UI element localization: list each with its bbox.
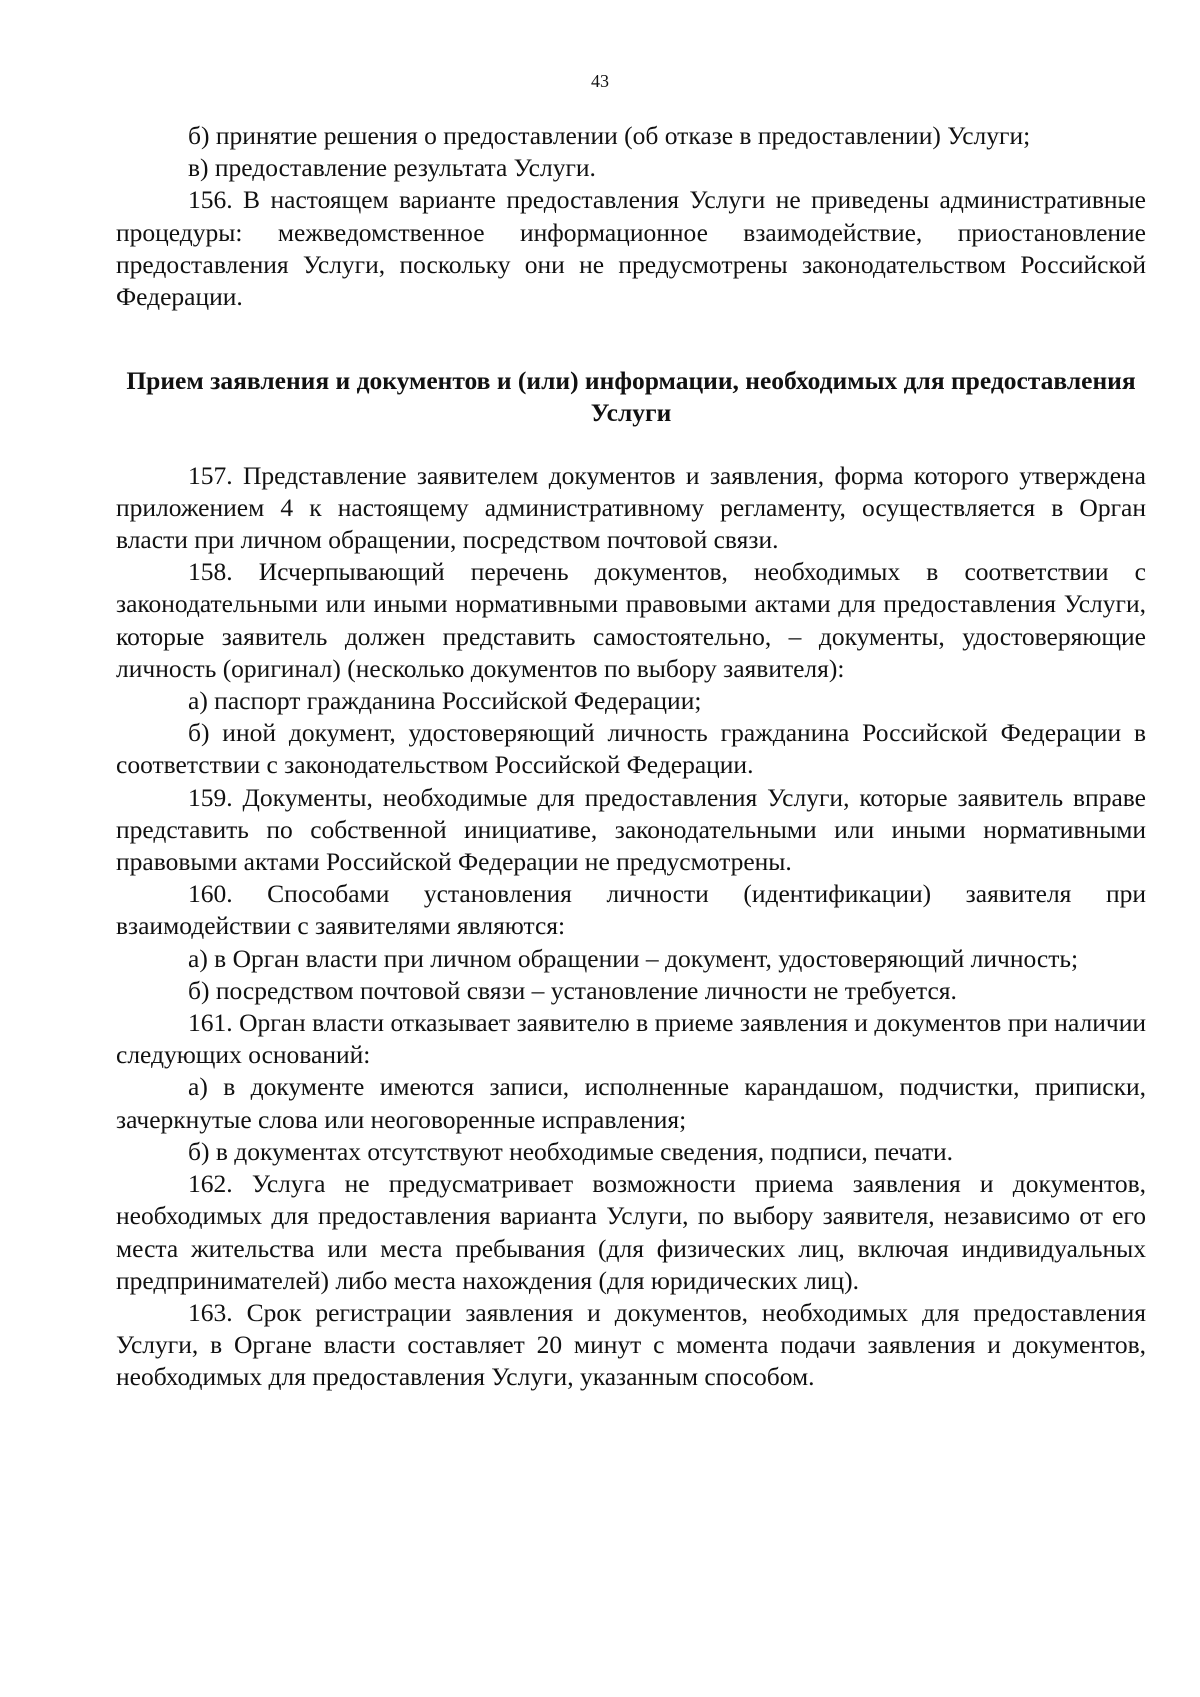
paragraph-162: 162. Услуга не предусматривает возможности приема заявления и документов, необходимых для предоставления варианта Услуги, по выбору заявителя, независимо от его места жительства или места пребывания (для физических лиц, включая индивидуальных предпринимателей) либо места нахождения (для юридических лиц). <box>116 1169 1146 1295</box>
paragraph-161-b: б) в документах отсутствуют необходимые сведения, подписи, печати. <box>188 1136 954 1166</box>
paragraph-b-decision: б) принятие решения о предоставлении (об отказе в предоставлении) Услуги; <box>188 121 1031 150</box>
paragraph-163: 163. Срок регистрации заявления и документов, необходимых для предоставления Услуги, в Органе власти составляет 20 минут с момента подачи заявления и документов, необходимых для предоставления Услуги, указанным способом. <box>116 1297 1146 1392</box>
paragraph-158-b: б) иной документ, удостоверяющий личность гражданина Российской Федерации в соответствии с законодательством Российской Федерации. <box>116 718 1146 780</box>
paragraph-157: 157. Представление заявителем документов и заявления, форма которого утверждена приложением 4 к настоящему административному регламенту, осуществляется в Орган власти при личном обращении, посредством почтовой связи. <box>116 460 1146 555</box>
paragraph-160-a: а) в Орган власти при личном обращении – документ, удостоверяющий личность; <box>188 943 1079 973</box>
document-body <box>116 120 1146 1394</box>
section-heading: Прием заявления и документов и (или) информации, необходимых для предоставления Услуги <box>126 366 1136 428</box>
paragraph-160: 160. Способами установления личности (идентификации) заявителя при взаимодействии с заявителями являются: <box>116 879 1146 941</box>
paragraph-158: 158. Исчерпывающий перечень документов, необходимых в соответствии с законодательными или иными нормативными правовыми актами для предоставления Услуги, которые заявитель должен представить самостоятельно, – документы, удостоверяющие личность (оригинал) (несколько документов по выбору заявителя): <box>116 557 1146 683</box>
page-number: 43 <box>591 71 609 91</box>
paragraph-160-b: б) посредством почтовой связи – установление личности не требуется. <box>188 975 957 1005</box>
paragraph-161: 161. Орган власти отказывает заявителю в приеме заявления и документов при наличии следующих оснований: <box>116 1008 1146 1070</box>
paragraph-159: 159. Документы, необходимые для предоставления Услуги, которые заявитель вправе представить по собственной инициативе, законодательными или иными нормативными правовыми актами Российской Федерации не предусмотрены. <box>116 782 1146 877</box>
paragraph-156: 156. В настоящем варианте предоставления Услуги не приведены административные процедуры: межведомственное информационное взаимодействие, приостановление предоставления Услуги, поскольку они не предусмотрены законодательством Российской Федерации. <box>116 185 1146 312</box>
paragraph-158-a: а) паспорт гражданина Российской Федерации; <box>188 686 702 716</box>
paragraph-161-a: а) в документе имеются записи, исполненные карандашом, подчистки, приписки, зачеркнутые слова или неоговоренные исправления; <box>116 1072 1146 1134</box>
paragraph-v-result: в) предоставление результата Услуги. <box>188 153 596 183</box>
